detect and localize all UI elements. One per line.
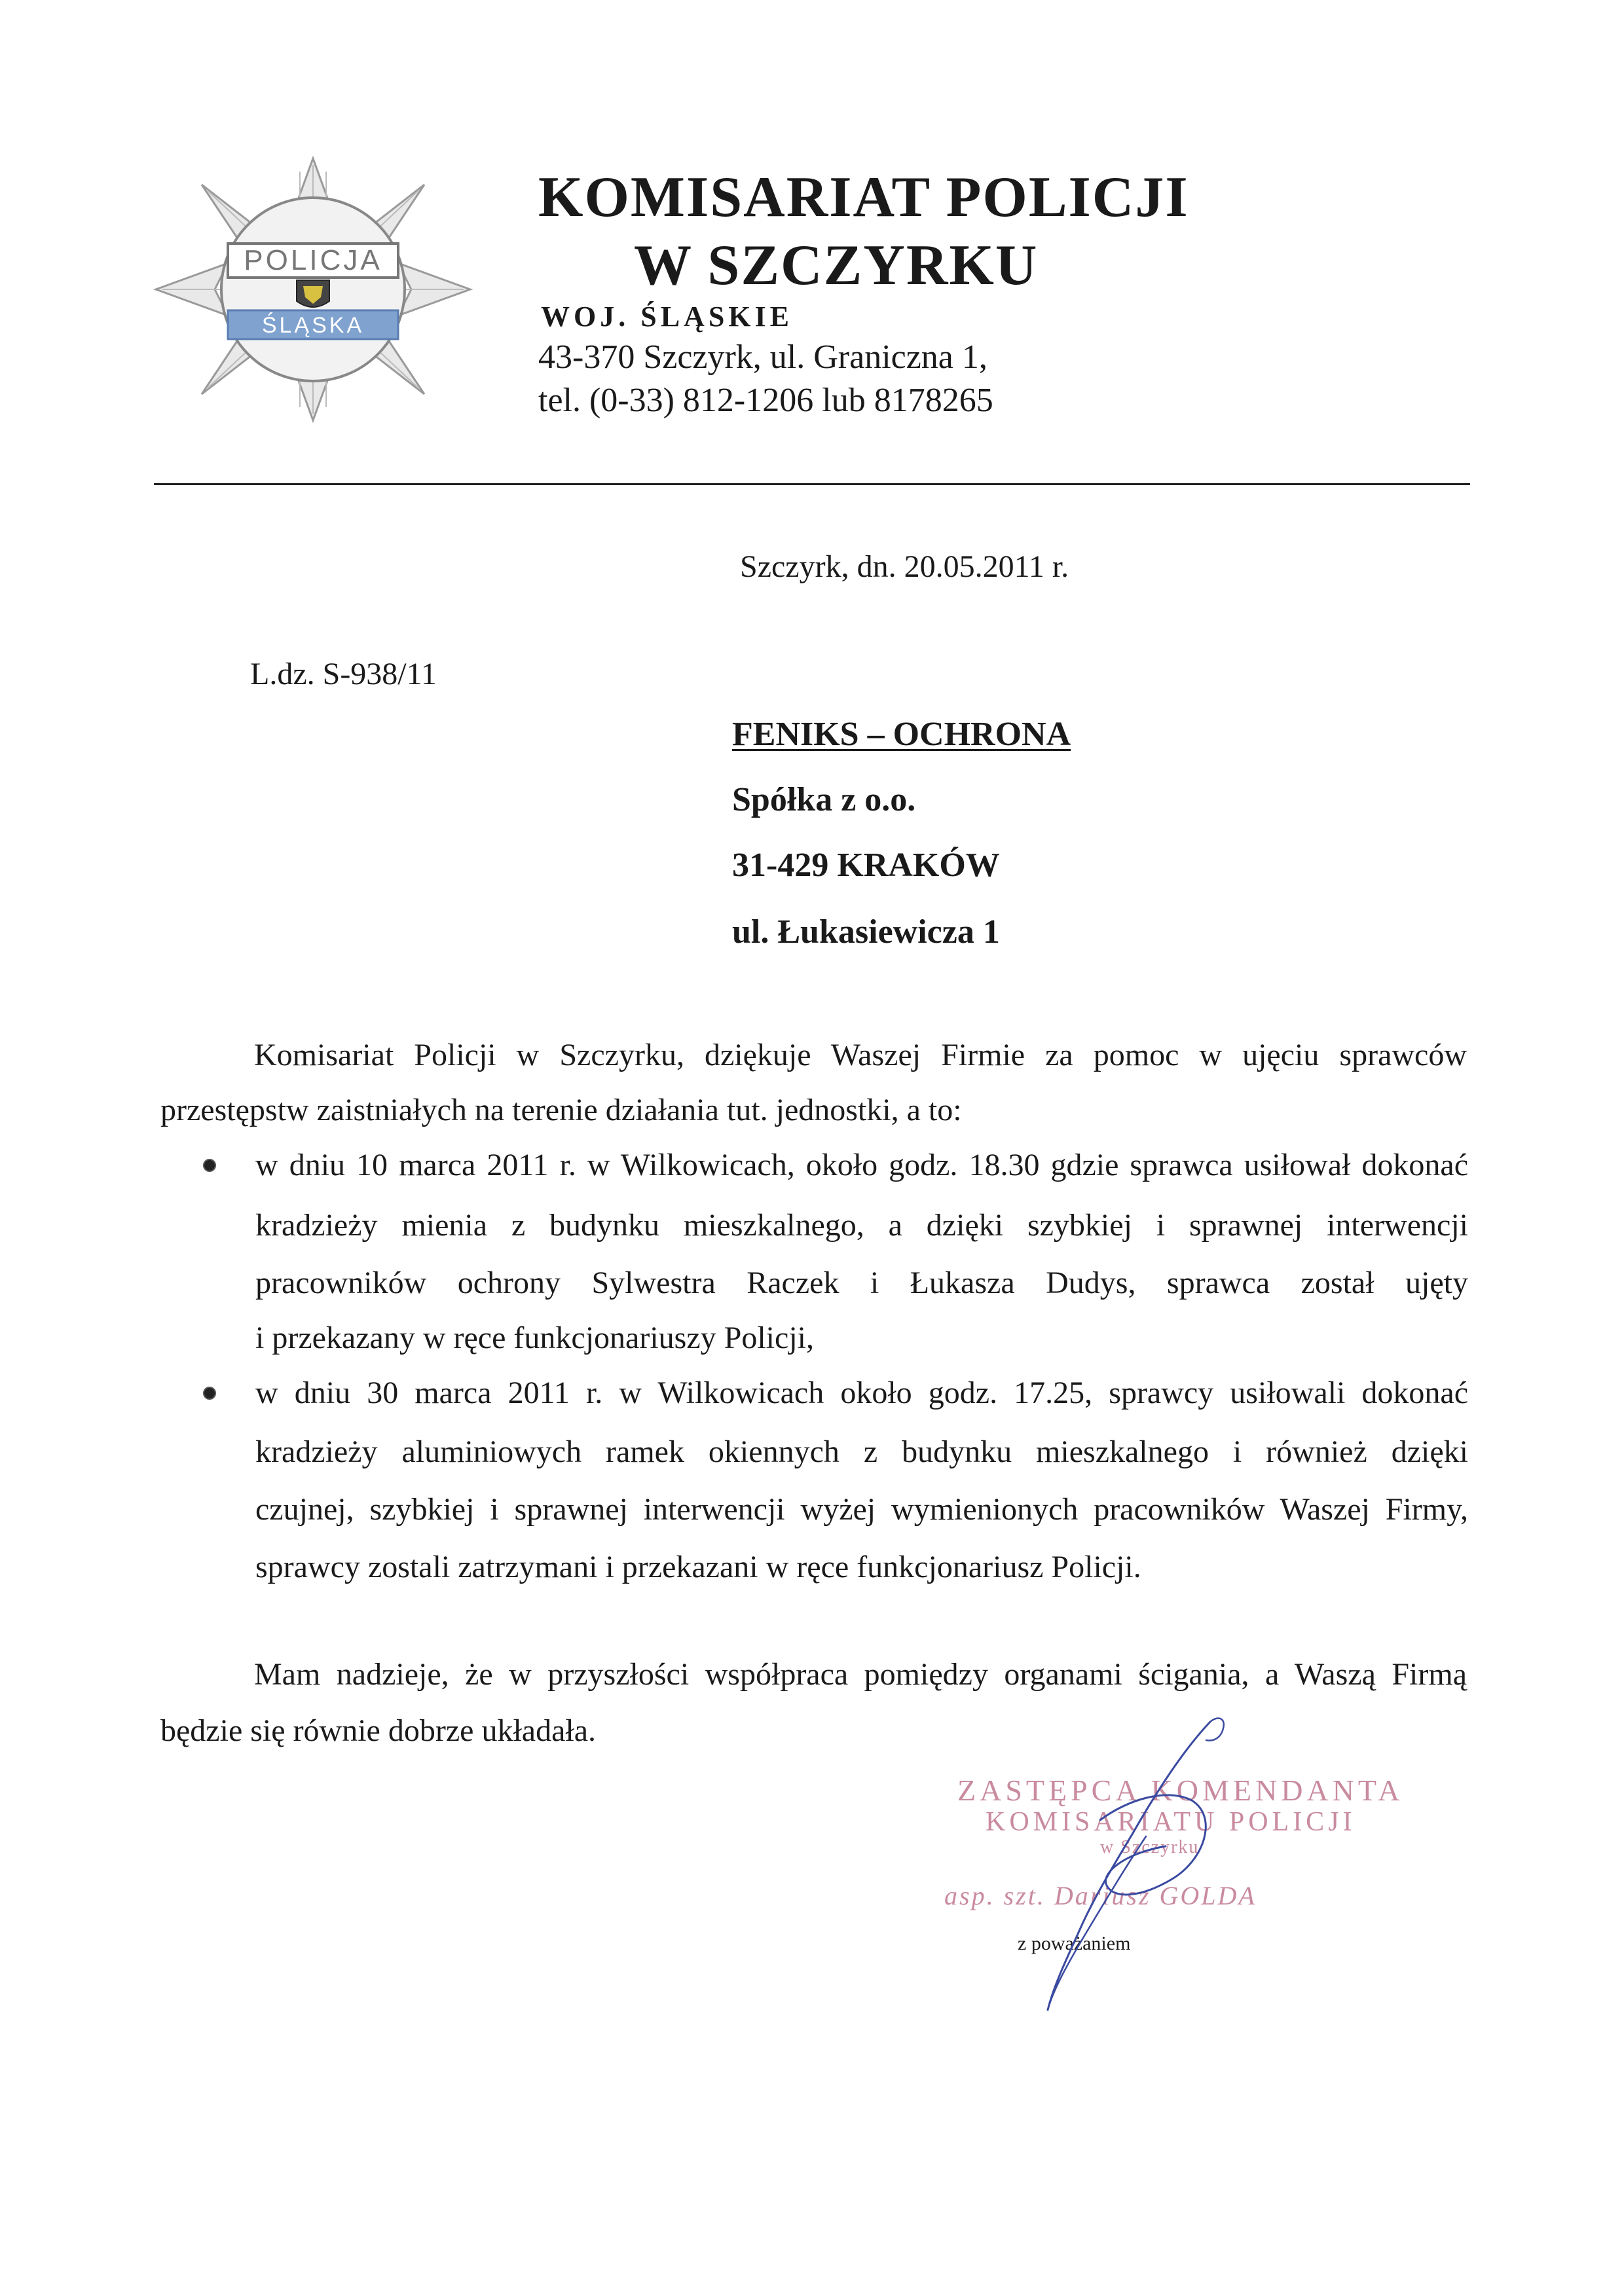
bullet-1-line-4: i przekazany w ręce funkcjonariuszy Policji,: [255, 1321, 814, 1355]
stamp-location: w Szczyrku: [1100, 1837, 1200, 1857]
organization-region: WOJ. ŚLĄSKIE: [541, 301, 793, 333]
intro-line-2: przestępstw zaistniałych na terenie działania tut. jednostki, a to:: [160, 1093, 962, 1127]
closing-line-1: Mam nadzieje, że w przyszłości współpraca pomiędzy organami ścigania, a Waszą Firmą: [254, 1657, 1467, 1692]
recipient-street: ul. Łukasiewicza 1: [732, 913, 1000, 951]
recipient-company-type: Spółka z o.o.: [732, 781, 916, 818]
bullet-marker: [203, 1159, 216, 1172]
recipient-postal-city: 31-429 KRAKÓW: [732, 847, 1000, 884]
organization-phone: tel. (0-33) 812-1206 lub 8178265: [538, 382, 993, 419]
bullet-1-line-1: w dniu 10 marca 2011 r. w Wilkowicach, około godz. 18.30 gdzie sprawca usiłował dokonać: [255, 1148, 1468, 1182]
closing-line-2: będzie się równie dobrze układała.: [160, 1713, 597, 1748]
bullet-2-line-4: sprawcy zostali zatrzymani i przekazani w ręce funkcjonariusz Policji.: [255, 1550, 1141, 1584]
date-line: Szczyrk, dn. 20.05.2011 r.: [740, 549, 1069, 584]
stamp-unit: KOMISARIATU POLICJI: [986, 1807, 1356, 1837]
reference-number: L.dz. S-938/11: [250, 657, 437, 691]
svg-text:ŚLĄSKA: ŚLĄSKA: [261, 313, 365, 338]
handwritten-signature: [969, 1702, 1244, 2023]
svg-text:POLICJA: POLICJA: [244, 244, 382, 276]
header-divider: [154, 483, 1470, 485]
police-star-logo: [149, 152, 477, 427]
sign-off: z poważaniem: [1018, 1933, 1131, 1954]
organization-address: 43-370 Szczyrk, ul. Graniczna 1,: [538, 338, 987, 376]
stamp-title: ZASTĘPCA KOMENDANTA: [957, 1774, 1404, 1807]
bullet-1-line-2: kradzieży mienia z budynku mieszkalnego, a dzięki szybkiej i sprawnej interwencji: [255, 1208, 1468, 1243]
bullet-2-line-3: czujnej, szybkiej i sprawnej interwencji wyżej wymienionych pracowników Waszej Firmy,: [255, 1492, 1468, 1527]
organization-title-line1: KOMISARIAT POLICJI: [538, 166, 1189, 229]
organization-title-line2: W SZCZYRKU: [634, 234, 1039, 297]
recipient-company: FENIKS – OCHRONA: [732, 716, 1071, 753]
bullet-1-line-3: pracowników ochrony Sylwestra Raczek i Łukasza Dudys, sprawca został ujęty: [255, 1266, 1468, 1300]
bullet-marker: [203, 1387, 216, 1400]
intro-line-1: Komisariat Policji w Szczyrku, dziękuje Waszej Firmie za pomoc w ujęciu sprawców: [254, 1038, 1467, 1072]
bullet-2-line-2: kradzieży aluminiowych ramek okiennych z budynku mieszkalnego i również dzięki: [255, 1434, 1468, 1469]
stamp-officer-name: asp. szt. Dariusz GOLDA: [944, 1881, 1257, 1910]
bullet-2-line-1: w dniu 30 marca 2011 r. w Wilkowicach około godz. 17.25, sprawcy usiłowali dokonać: [255, 1376, 1468, 1410]
